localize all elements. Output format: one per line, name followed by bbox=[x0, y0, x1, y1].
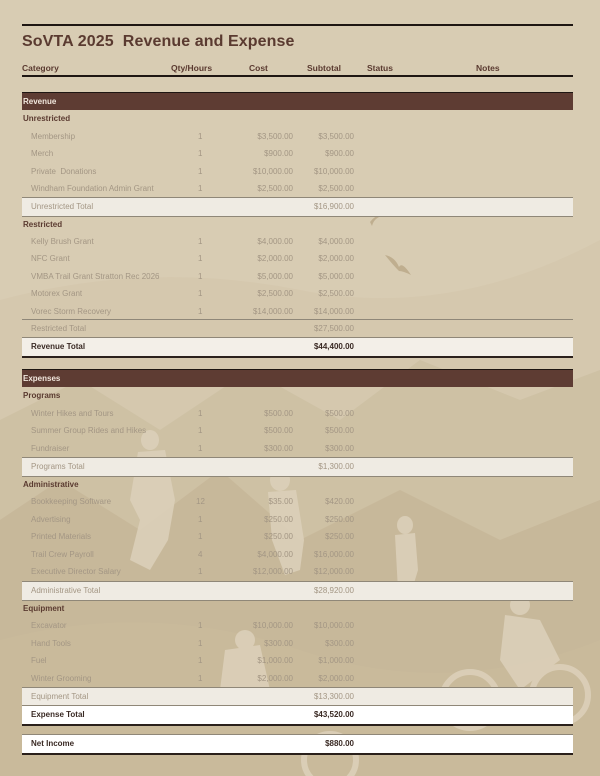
cell-qty: 1 bbox=[198, 532, 203, 541]
cell-cost: $10,000.00 bbox=[252, 166, 293, 176]
table-row bbox=[22, 440, 573, 458]
cell-category: Vorec Storm Recovery bbox=[31, 306, 112, 316]
cell-subtotal: $4,000.00 bbox=[318, 236, 354, 246]
cell-cost: $2,500.00 bbox=[257, 289, 293, 298]
cell-category: VMBA Trail Grant Stratton Rec 2026 bbox=[31, 271, 160, 281]
cell-cost: $14,000.00 bbox=[252, 306, 293, 316]
cell-cost: $250.00 bbox=[264, 514, 293, 524]
cell-subtotal: $10,000.00 bbox=[313, 621, 354, 630]
cell-cost: $1,000.00 bbox=[257, 656, 293, 665]
group-label: Equipment bbox=[23, 603, 65, 613]
cell-category: Fundraiser bbox=[31, 443, 70, 453]
cell-qty: 1 bbox=[198, 254, 203, 263]
group-label: Administrative bbox=[23, 479, 79, 489]
group-label: Unrestricted bbox=[23, 114, 71, 123]
subtotal-label: Restricted Total bbox=[31, 324, 86, 333]
table-row bbox=[22, 233, 573, 251]
cell-cost: $300.00 bbox=[264, 443, 293, 453]
section-label: Revenue bbox=[23, 97, 57, 106]
table-row bbox=[22, 546, 573, 564]
table-row bbox=[22, 670, 573, 688]
cell-qty: 1 bbox=[198, 184, 203, 193]
cell-cost: $500.00 bbox=[264, 426, 293, 435]
cell-subtotal: $3,500.00 bbox=[318, 131, 354, 141]
cell-category: Printed Materials bbox=[31, 532, 92, 541]
top-rule bbox=[22, 24, 573, 26]
table-row bbox=[22, 422, 573, 440]
cell-subtotal: $250.00 bbox=[325, 514, 354, 524]
cell-subtotal: $5,000.00 bbox=[318, 271, 354, 281]
cell-qty: 1 bbox=[198, 426, 203, 435]
cell-subtotal: $12,000.00 bbox=[313, 567, 354, 576]
cell-subtotal: $10,000.00 bbox=[313, 166, 354, 176]
subtotal-label: Equipment Total bbox=[31, 692, 89, 701]
cell-category: NFC Grant bbox=[31, 254, 70, 263]
cell-subtotal: $900.00 bbox=[325, 149, 354, 158]
cell-category: Trail Crew Payroll bbox=[31, 549, 94, 559]
table-row bbox=[22, 250, 573, 268]
section-label: Expenses bbox=[23, 374, 61, 383]
cell-cost: $3,500.00 bbox=[257, 131, 293, 141]
total-value: $44,400.00 bbox=[313, 342, 354, 351]
cell-qty: 1 bbox=[198, 638, 203, 648]
subtotal-label: Unrestricted Total bbox=[31, 202, 94, 211]
cell-category: Executive Director Salary bbox=[31, 567, 121, 576]
table-row bbox=[22, 180, 573, 198]
cell-qty: 1 bbox=[198, 673, 203, 683]
table-row bbox=[22, 528, 573, 546]
cell-qty: 1 bbox=[198, 166, 203, 176]
header-rule bbox=[22, 75, 573, 77]
cell-subtotal: $2,000.00 bbox=[318, 254, 354, 263]
cell-cost: $250.00 bbox=[264, 532, 293, 541]
cell-category: Bookkeeping Software bbox=[31, 497, 112, 506]
cell-subtotal: $2,500.00 bbox=[318, 184, 354, 193]
subtotal-value: $27,500.00 bbox=[313, 324, 354, 333]
cell-qty: 1 bbox=[198, 131, 203, 141]
cell-subtotal: $2,500.00 bbox=[318, 289, 354, 298]
subtotal-label: Administrative Total bbox=[31, 586, 101, 595]
cell-subtotal: $2,000.00 bbox=[318, 673, 354, 683]
cell-subtotal: $16,000.00 bbox=[313, 549, 354, 559]
column-header-notes: Notes bbox=[476, 63, 500, 73]
net-income-row bbox=[22, 734, 573, 755]
cell-subtotal: $1,000.00 bbox=[318, 656, 354, 665]
section-header-expenses bbox=[22, 369, 573, 387]
group-header-restricted bbox=[22, 216, 573, 234]
cell-cost: $500.00 bbox=[264, 408, 293, 418]
cell-category: Hand Tools bbox=[31, 638, 71, 648]
cell-category: Windham Foundation Admin Grant bbox=[31, 184, 154, 193]
subtotal-value: $16,900.00 bbox=[313, 202, 354, 211]
cell-cost: $900.00 bbox=[264, 149, 293, 158]
total-label: Expense Total bbox=[31, 710, 85, 719]
cell-qty: 1 bbox=[198, 514, 203, 524]
group-header-administrative bbox=[22, 476, 573, 494]
table-row bbox=[22, 617, 573, 635]
cell-qty: 12 bbox=[196, 497, 205, 506]
table-row bbox=[22, 145, 573, 163]
cell-subtotal: $300.00 bbox=[325, 443, 354, 453]
cell-category: Merch bbox=[31, 149, 54, 158]
subtotal-row-programs bbox=[22, 457, 573, 477]
total-label: Revenue Total bbox=[31, 342, 86, 351]
cell-category: Motorex Grant bbox=[31, 289, 83, 298]
cell-subtotal: $500.00 bbox=[325, 408, 354, 418]
cell-subtotal: $420.00 bbox=[325, 497, 354, 506]
cell-cost: $2,500.00 bbox=[257, 184, 293, 193]
table-row bbox=[22, 285, 573, 303]
table-row bbox=[22, 303, 573, 321]
cell-qty: 1 bbox=[198, 236, 203, 246]
column-header-cost: Cost bbox=[249, 63, 268, 73]
group-label: Restricted bbox=[23, 219, 63, 229]
subtotal-row-restricted bbox=[22, 319, 573, 338]
expense-total-row bbox=[22, 705, 573, 726]
cell-subtotal: $300.00 bbox=[325, 638, 354, 648]
cell-qty: 1 bbox=[198, 621, 203, 630]
subtotal-row-administrative bbox=[22, 581, 573, 601]
cell-cost: $2,000.00 bbox=[257, 673, 293, 683]
table-row bbox=[22, 563, 573, 581]
cell-category: Summer Group Rides and Hikes bbox=[31, 426, 147, 435]
cell-cost: $4,000.00 bbox=[257, 236, 293, 246]
cell-category: Private Donations bbox=[31, 166, 97, 176]
total-value: $43,520.00 bbox=[313, 710, 354, 719]
cell-subtotal: $500.00 bbox=[325, 426, 354, 435]
subtotal-value: $28,920.00 bbox=[313, 586, 354, 595]
subtotal-label: Programs Total bbox=[31, 462, 85, 471]
cell-category: Advertising bbox=[31, 514, 71, 524]
group-header-programs bbox=[22, 387, 573, 405]
cell-subtotal: $14,000.00 bbox=[313, 306, 354, 316]
cell-qty: 1 bbox=[198, 656, 203, 665]
cell-category: Membership bbox=[31, 131, 76, 141]
group-header-equipment bbox=[22, 600, 573, 618]
table-row bbox=[22, 268, 573, 286]
cell-qty: 1 bbox=[198, 289, 203, 298]
cell-qty: 1 bbox=[198, 149, 203, 158]
cell-qty: 1 bbox=[198, 408, 203, 418]
cell-category: Winter Hikes and Tours bbox=[31, 408, 114, 418]
cell-cost: $300.00 bbox=[264, 638, 293, 648]
subtotal-value: $13,300.00 bbox=[313, 692, 354, 701]
cell-category: Kelly Brush Grant bbox=[31, 236, 94, 246]
cell-qty: 4 bbox=[198, 549, 203, 559]
table-row bbox=[22, 493, 573, 511]
cell-qty: 1 bbox=[198, 443, 203, 453]
cell-qty: 1 bbox=[198, 306, 203, 316]
table-row bbox=[22, 652, 573, 670]
cell-category: Winter Grooming bbox=[31, 673, 92, 683]
net-income-label: Net Income bbox=[31, 739, 75, 748]
cell-qty: 1 bbox=[198, 567, 203, 576]
column-header-row bbox=[22, 63, 573, 75]
table-row bbox=[22, 635, 573, 653]
cell-cost: $4,000.00 bbox=[257, 549, 293, 559]
cell-category: Excavator bbox=[31, 621, 67, 630]
cell-subtotal: $250.00 bbox=[325, 532, 354, 541]
revenue-total-row bbox=[22, 337, 573, 358]
cell-cost: $12,000.00 bbox=[252, 567, 293, 576]
group-header-unrestricted bbox=[22, 110, 573, 128]
column-header-qty: Qty/Hours bbox=[171, 63, 213, 73]
cell-cost: $10,000.00 bbox=[252, 621, 293, 630]
table-row bbox=[22, 163, 573, 181]
subtotal-value: $1,300.00 bbox=[318, 462, 354, 471]
page-title: SoVTA 2025 Revenue and Expense bbox=[22, 33, 295, 50]
cell-category: Fuel bbox=[31, 656, 47, 665]
net-income-value: $880.00 bbox=[325, 739, 354, 748]
subtotal-row-unrestricted bbox=[22, 197, 573, 217]
column-header-category: Category bbox=[22, 63, 59, 73]
cell-cost: $35.00 bbox=[268, 497, 293, 506]
group-label: Programs bbox=[23, 391, 61, 400]
cell-cost: $5,000.00 bbox=[257, 271, 293, 281]
section-header-revenue bbox=[22, 92, 573, 110]
table-row bbox=[22, 128, 573, 146]
cell-qty: 1 bbox=[198, 271, 203, 281]
table-row bbox=[22, 405, 573, 423]
subtotal-row-equipment bbox=[22, 687, 573, 707]
cell-cost: $2,000.00 bbox=[257, 254, 293, 263]
table-row bbox=[22, 511, 573, 529]
column-header-subtotal: Subtotal bbox=[307, 63, 341, 73]
column-header-status: Status bbox=[367, 63, 393, 73]
